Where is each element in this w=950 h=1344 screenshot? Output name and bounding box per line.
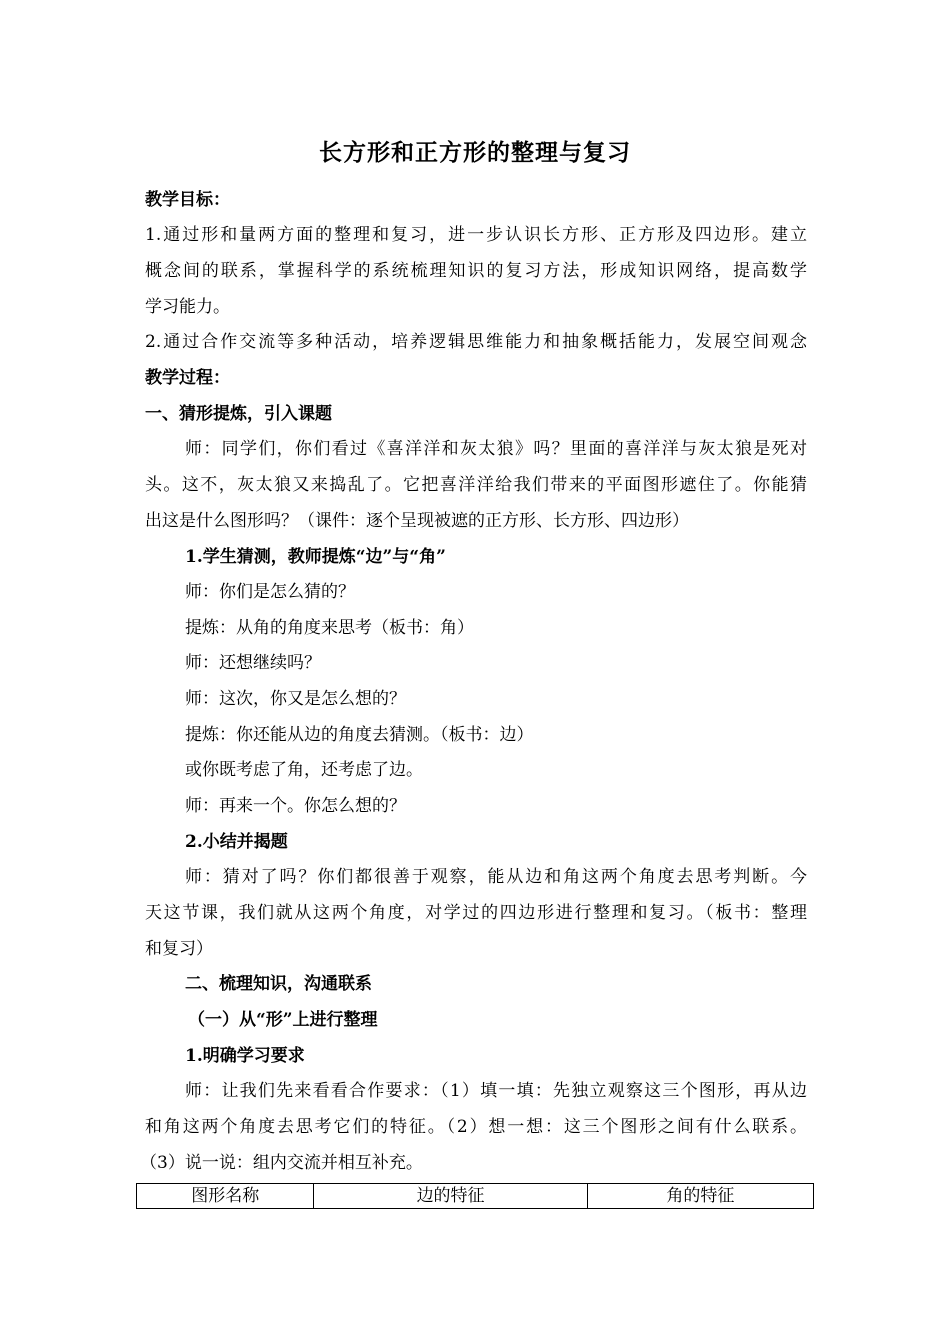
paragraph-line: 师：让我们先来看看合作要求：（1）填一填：先独立观察这三个图形，再从边 <box>185 1081 807 1101</box>
goal-line: 2.通过合作交流等多种活动，培养逻辑思维能力和抽象概括能力，发展空间观念 <box>145 332 807 352</box>
dialogue-line: 或你既考虑了角，还考虑了边。 <box>185 760 423 780</box>
section1-heading: 一、猜形提炼，引入课题 <box>145 404 332 424</box>
subsection-heading: （一）从“形”上进行整理 <box>188 1010 378 1030</box>
table-header-cell: 边的特征 <box>314 1184 587 1209</box>
table-header-row <box>137 1184 814 1209</box>
subsection-heading: 2.小结并揭题 <box>185 832 288 852</box>
goal-line: 学习能力。 <box>145 297 230 317</box>
dialogue-line: 师：这次，你又是怎么想的？ <box>185 689 406 709</box>
dialogue-line: 师：再来一个。你怎么想的？ <box>185 796 406 816</box>
subsection-heading: 1.明确学习要求 <box>185 1046 305 1066</box>
goal-line: 概念间的联系，掌握科学的系统梳理知识的复习方法，形成知识网络，提高数学 <box>145 261 807 281</box>
dialogue-line: 师：还想继续吗？ <box>185 653 321 673</box>
table-header-cell: 角的特征 <box>587 1184 813 1209</box>
dialogue-line: 提炼：从角的角度来思考（板书：角） <box>185 618 474 638</box>
paragraph-line: 和角这两个角度去思考它们的特征。（2）想一想：这三个图形之间有什么联系。 <box>145 1117 807 1137</box>
dialogue-line: 提炼：你还能从边的角度去猜测。（板书：边） <box>185 725 534 745</box>
process-heading: 教学过程： <box>145 368 230 388</box>
features-table <box>136 1183 814 1209</box>
paragraph-line: 师：同学们，你们看过《喜洋洋和灰太狼》吗？里面的喜洋洋与灰太狼是死对 <box>185 439 807 459</box>
paragraph-line: 头。这不，灰太狼又来捣乱了。它把喜洋洋给我们带来的平面图形遮住了。你能猜 <box>145 475 807 495</box>
paragraph-line: 和复习） <box>145 939 213 959</box>
section2-heading: 二、梳理知识，沟通联系 <box>185 974 372 994</box>
paragraph-line: 师：猜对了吗？你们都很善于观察，能从边和角这两个角度去思考判断。今 <box>185 867 807 887</box>
goals-heading: 教学目标： <box>145 190 230 210</box>
dialogue-line: 师：你们是怎么猜的？ <box>185 582 355 602</box>
document-title: 长方形和正方形的整理与复习 <box>319 139 631 166</box>
paragraph-line: （3）说一说：组内交流并相互补充。 <box>140 1153 423 1173</box>
subsection-heading: 1.学生猜测，教师提炼“边”与“角” <box>185 547 446 567</box>
paragraph-line: 出这是什么图形吗？（课件：逐个呈现被遮的正方形、长方形、四边形） <box>145 511 689 531</box>
table-header-cell: 图形名称 <box>137 1184 314 1209</box>
paragraph-line: 天这节课，我们就从这两个角度，对学过的四边形进行整理和复习。（板书：整理 <box>145 903 807 923</box>
goal-line: 1.通过形和量两方面的整理和复习，进一步认识长方形、正方形及四边形。建立 <box>145 225 807 245</box>
